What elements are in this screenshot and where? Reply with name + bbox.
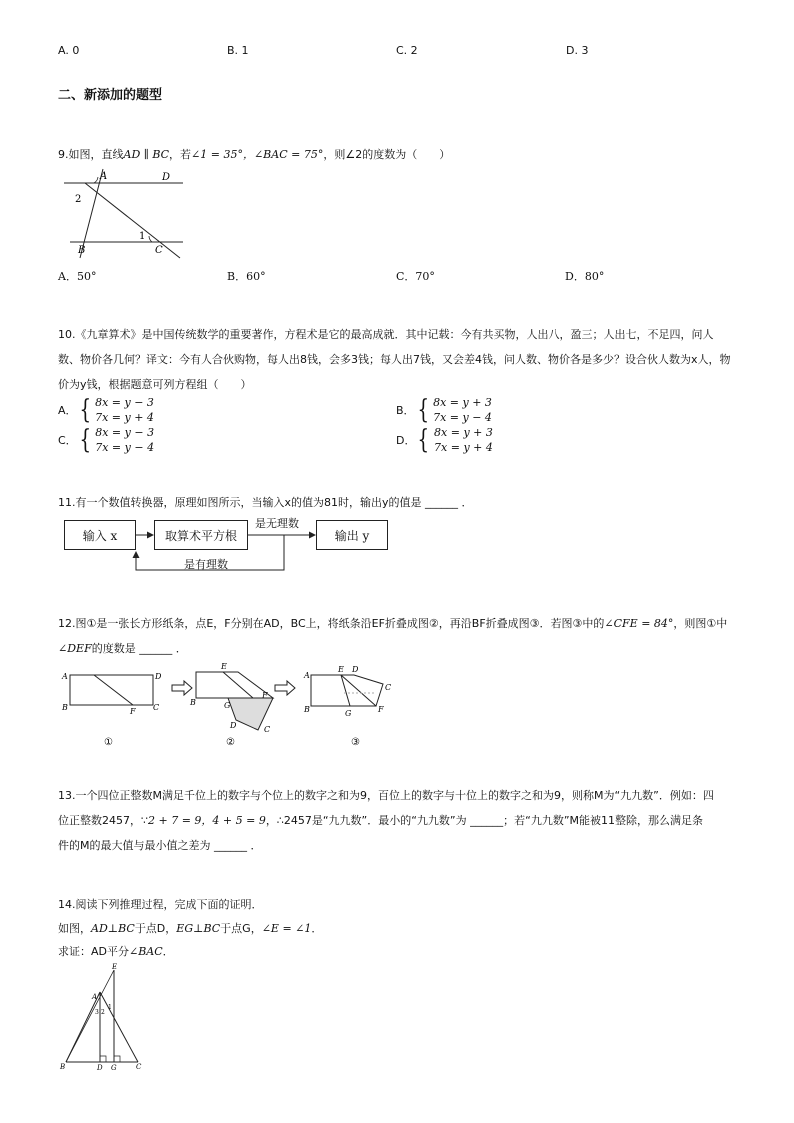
fig3-label-g: G (345, 709, 352, 718)
fig1-label-d: D (155, 672, 162, 681)
fig3-label-a: A (304, 671, 310, 680)
angle-2-arc (94, 177, 98, 183)
q9-option-c: C．70° (396, 270, 435, 283)
q10-option-a-label: A． (58, 404, 77, 417)
fig3-label-e: E (338, 665, 344, 674)
q12-stem-math: ∠CFE = 84° (604, 617, 674, 630)
fig2-label-b: B (190, 698, 196, 707)
label-angle-2: 2 (75, 194, 82, 205)
q9-option-d: D．80° (565, 270, 605, 283)
q10-a-eq2: 7x = y + 4 (95, 411, 154, 424)
flow-process-box: 取算术平方根 (154, 520, 248, 550)
fig1-rect (70, 675, 153, 705)
q10-line1: 10.《九章算术》是中国传统数学的重要著作，方程术是它的最高成就．其中记载：今有共买物，人出八，盈三；人出七，不足四，问人 (58, 328, 714, 341)
q14-stem: 14.阅读下列推理过程，完成下面的证明． (58, 898, 263, 911)
q10-a-eq1: 8x = y − 3 (95, 396, 154, 409)
q10-b-eq2: 7x = y − 4 (433, 411, 492, 424)
q10-option-b: B． { 8x = y + 3 7x = y − 4 (396, 395, 492, 425)
angle-1-arc (149, 236, 152, 242)
q10-option-c-label: C． (58, 434, 77, 447)
q10-c-eq1: 8x = y − 3 (95, 426, 155, 439)
q10-line2: 数、物价各几何？译文：今有人合伙购物，每人出8钱，会多3钱；每人出7钱，又会差4钱，问人数、物价各是多少？设合伙人数为x人，物 (58, 353, 731, 366)
q10-b-eq1: 8x = y + 3 (433, 396, 492, 409)
q12-line2-math: ∠DEF (58, 642, 92, 655)
q8-option-d: D. 3 (566, 44, 589, 57)
label-angle-2: 2 (101, 1009, 105, 1016)
label-g: G (111, 1064, 117, 1072)
label-a: A (92, 993, 98, 1001)
q9-stem-math1: AD ∥ BC (123, 148, 170, 161)
fig3-label-f: F (378, 705, 384, 714)
fig2-label-f: F (262, 691, 268, 700)
q12-stem-line1 (58, 615, 727, 631)
label-b: B (78, 245, 86, 256)
right-angle-d (100, 1056, 106, 1062)
q9-stem-a: 9.如图，直线 (58, 148, 124, 161)
section-title: 二、新添加的题型 (58, 88, 163, 103)
label-angle-3: 3 (95, 1009, 99, 1016)
fig2-caption: ② (226, 737, 235, 748)
fig3-fold-top (341, 675, 383, 706)
flow-input-box: 输入 x (64, 520, 136, 550)
q10-option-d-label: D． (396, 434, 416, 447)
q14-given (58, 920, 322, 936)
q12-line2-b: 的度数是 ______ ． (91, 642, 187, 655)
q9-option-a: A．50° (58, 270, 97, 283)
q14-given-b: 于点D， (134, 922, 177, 935)
fig3-label-c: C (385, 683, 392, 692)
fig1-label-a: A (62, 672, 68, 681)
fig1-label-c: C (153, 703, 160, 712)
fig3-outline (311, 675, 376, 706)
line-ac (85, 183, 180, 258)
fig1-caption: ① (104, 737, 113, 748)
fig3-caption: ③ (351, 737, 360, 748)
q8-option-c: C. 2 (396, 44, 418, 57)
q13-line2-a: 位正整数2457，∵ (58, 814, 148, 827)
fig3-label-b: B (304, 705, 310, 714)
q10-d-eq2: 7x = y + 4 (434, 441, 493, 454)
label-angle-1: 1 (139, 231, 146, 242)
q14-given-math1: AD⊥BC (91, 922, 135, 935)
q13-line3: 件的M的最大值与最小值之差为 ______ ． (58, 839, 262, 852)
fig1-label-b: B (62, 703, 68, 712)
label-c: C (136, 1063, 142, 1071)
q10-d-eq1: 8x = y + 3 (434, 426, 493, 439)
flow-arrows (60, 510, 400, 580)
q10-option-c: C． { 8x = y − 3 7x = y − 4 (58, 425, 155, 455)
q13-line1: 13.一个四位正整数M满足千位上的数字与个位上的数字之和为9，百位上的数字与十位上的数字之和为9，则称M为“九九数”．例如：四 (58, 789, 714, 802)
q8-option-b: B. 1 (227, 44, 249, 57)
q13-line2-math: 2 + 7 = 9，4 + 5 = 9 (148, 814, 266, 827)
q14-prove (58, 943, 174, 959)
label-d: D (97, 1064, 103, 1072)
line-eb (66, 970, 114, 1062)
q9-stem-b: ，若 (169, 148, 192, 161)
q9-figure (58, 166, 198, 261)
q10-c-eq2: 7x = y − 4 (95, 441, 155, 454)
arrow-fig1-fig2 (172, 681, 192, 695)
fig1-label-f: F (130, 707, 136, 716)
q14-prove-math: ∠BAC (129, 945, 163, 958)
right-angle-g (114, 1056, 120, 1062)
fig2-outline (196, 672, 253, 698)
q12-figure (58, 660, 408, 750)
fig2-label-c: C (264, 725, 271, 734)
label-d: D (162, 172, 171, 183)
flow-rational-label: 是有理数 (184, 558, 228, 571)
arrow-fig2-fig3 (275, 681, 295, 695)
q14-given-c: 于点G， (220, 922, 262, 935)
fig2-label-e: E (221, 662, 227, 671)
label-c: C (155, 245, 163, 256)
q9-stem-c: ，则∠2的度数为（ ） (323, 148, 451, 161)
fig2-label-d: D (230, 721, 237, 730)
q14-given-d: ． (311, 922, 323, 935)
q9-stem (58, 146, 450, 162)
q14-given-a: 如图， (58, 922, 91, 935)
q13-line2 (58, 812, 703, 828)
q14-prove-b: ． (162, 945, 174, 958)
q10-option-b-label: B． (396, 404, 415, 417)
fig1-fold-ef (94, 675, 133, 705)
q14-figure (58, 962, 158, 1077)
q12-stem-b: ，则图①中 (673, 617, 728, 630)
q12-stem-a: 12.图①是一张长方形纸条，点E，F分别在AD，BC上，将纸条沿EF折叠成图②，再沿BF折叠成图③．若图③中的 (58, 617, 605, 630)
q11-stem: 11.有一个数值转换器，原理如图所示，当输入x的值为81时，输出y的值是 ______ ． (58, 496, 473, 509)
q9-option-b: B．60° (227, 270, 266, 283)
q8-option-a: A. 0 (58, 44, 80, 57)
label-e: E (112, 963, 118, 971)
q10-option-d: D． { 8x = y + 3 7x = y + 4 (396, 425, 493, 455)
q12-stem-line2 (58, 640, 187, 656)
line-ac (100, 992, 138, 1062)
q10-line3: 价为y钱，根据题意可列方程组（ ） (58, 378, 252, 391)
label-a: A (100, 171, 108, 182)
label-b: B (60, 1063, 66, 1071)
q13-line2-b: ，∴2457是“九九数”．最小的“九九数”为 ______；若“九九数”M能被11整除，那么满足条 (265, 814, 704, 827)
flow-output-box: 输出 y (316, 520, 388, 550)
q14-given-math2: EG⊥BC (176, 922, 221, 935)
q14-given-math3: ∠E = ∠1 (261, 922, 312, 935)
fig2-label-g: G (224, 701, 231, 710)
fig3-label-d: D (352, 665, 359, 674)
q14-prove-a: 求证：AD平分 (58, 945, 129, 958)
q10-option-a: A． { 8x = y − 3 7x = y + 4 (58, 395, 154, 425)
label-angle-1: 1 (108, 1004, 112, 1011)
q9-stem-math2: ∠1 = 35°，∠BAC = 75° (191, 148, 324, 161)
flow-irrational-label: 是无理数 (255, 517, 299, 530)
